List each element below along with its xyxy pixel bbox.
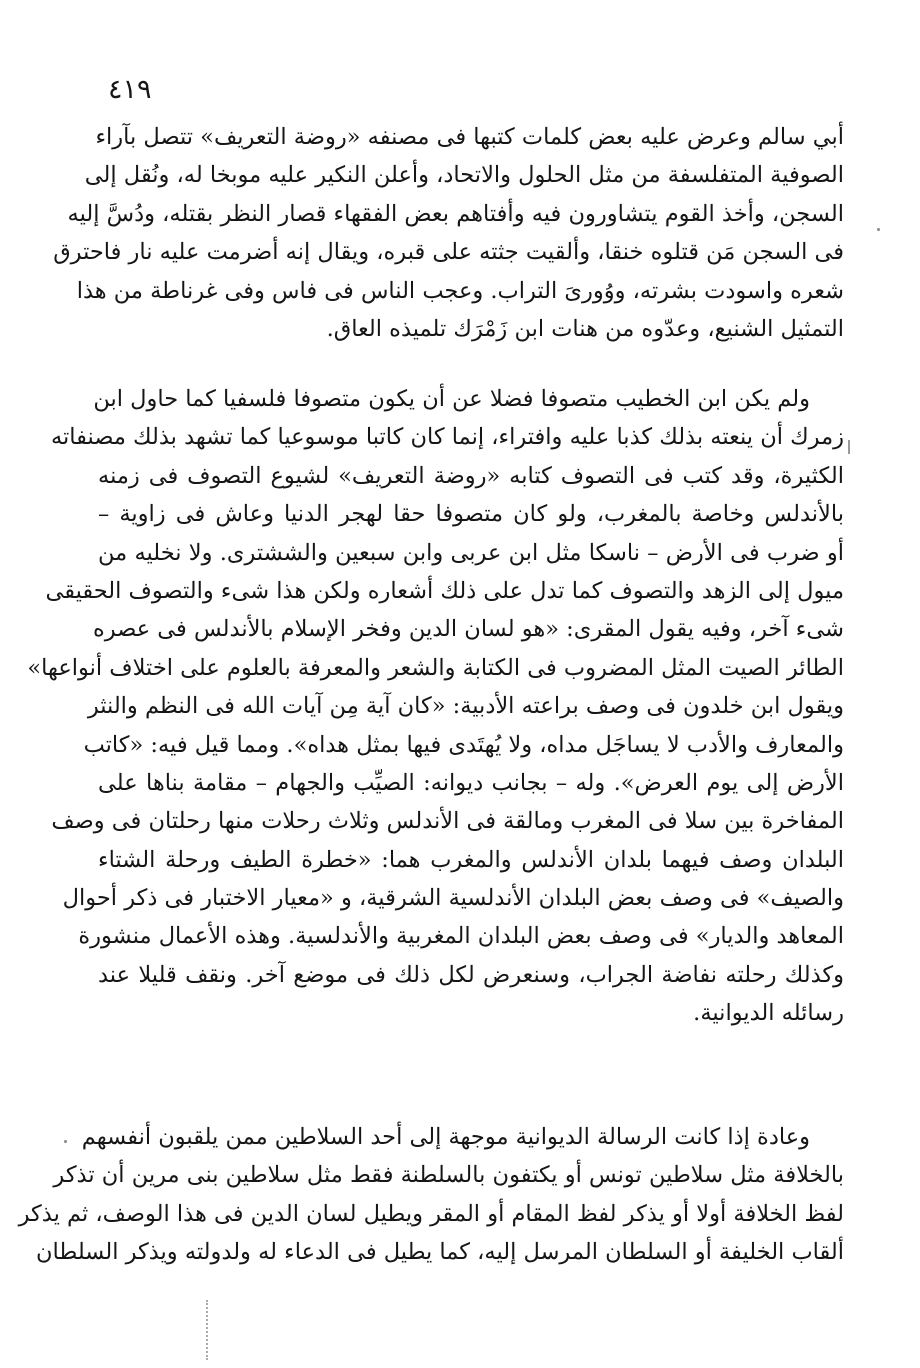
text-line: وعادة إذا كانت الرسالة الديوانية موجهة إلى أحد السلاطين ممن يلقبون أنفسهم xyxy=(81,1124,810,1150)
text-line: أو ضرب فى الأرض – ناسكا مثل ابن عربى وابن سبعين والششترى. ولا نخليه من xyxy=(98,539,844,566)
text-line: ولم يكن ابن الخطيب متصوفا فضلا عن أن يكون متصوفا فلسفيا كما حاول ابن xyxy=(93,386,810,412)
text-line: أبي سالم وعرض عليه بعض كلمات كتبها فى مصنفه «روضة التعريف» تتصل بآراء xyxy=(95,124,844,150)
text-line: المعاهد والديار» فى وصف بعض البلدان المغربية والأندلسية. وهذه الأعمال منشورة xyxy=(78,923,844,950)
text-line: شىء آخر، وفيه يقول المقرى: «هو لسان الدين وفخر الإسلام بالأندلس فى عصره xyxy=(93,616,844,643)
scan-dotted-mark xyxy=(206,1300,210,1360)
text-line: البلدان وصف فيهما بلدان الأندلس والمغرب هما: «خطرة الطيف ورحلة الشتاء xyxy=(98,846,844,873)
text-line: وكذلك رحلته نفاضة الجراب، وسنعرض لكل ذلك فى موضع آخر. ونقف قليلا عند xyxy=(98,961,844,988)
paragraph-2 xyxy=(27,380,844,1033)
page-number: ٤١٩ xyxy=(108,74,152,105)
scan-speck xyxy=(877,228,880,231)
margin-mark xyxy=(848,440,850,454)
text-line: والصيف» فى وصف بعض البلدان الأندلسية الشرقية، و «معيار الاختبار فى ذكر أحوال xyxy=(62,885,844,912)
paragraph-3 xyxy=(18,1118,844,1272)
text-line: شعره واسودت بشرته، ووُورىَ التراب. وعجب الناس فى فاس وفى غرناطة من هذا xyxy=(76,277,844,304)
scan-speck xyxy=(64,1140,67,1143)
text-line: ميول إلى الزهد والتصوف كما تدل على ذلك أشعاره ولكن هذا شىء والتصوف الحقيقى xyxy=(45,577,844,604)
paragraph-1 xyxy=(53,118,844,348)
text-line: زمرك أن ينعته بذلك كذبا عليه وافتراء، إنما كان كاتبا موسوعيا كما تشهد بذلك مصنفاته xyxy=(50,424,844,451)
text-line: السجن، وأخذ القوم يتشاورون فيه وأفتاهم بعض الفقهاء قصار النظر بقتله، ودُسَّ إليه xyxy=(67,200,844,227)
text-line: لفظ الخلافة أولا أو يذكر لفظ المقام أو المقر ويطيل لسان الدين فى هذا الوصف، ثم يذكر xyxy=(18,1200,844,1227)
text-line: الأرض إلى يوم العرض». وله – بجانب ديوانه: الصيِّب والجهام – مقامة بناها على xyxy=(98,769,844,796)
text-line: الصوفية المتفلسفة من مثل الحلول والاتحاد، وأعلن النكير عليه موبخا له، ونُقل إلى xyxy=(84,162,844,189)
text-line: والمعارف والأدب لا يساجَل مداه، ولا يُهتَدى فيها بمثل هداه». ومما قيل فيه: «كاتب xyxy=(83,731,844,758)
text-line: الكثيرة، وقد كتب فى التصوف كتابه «روضة التعريف» لشيوع التصوف فى زمنه xyxy=(98,462,844,489)
text-line: رسائله الديوانية. xyxy=(693,1000,844,1027)
text-line: التمثيل الشنيع، وعدّوه من هنات ابن زَمْرَك تلميذه العاق. xyxy=(326,315,844,342)
text-line: فى السجن مَن قتلوه خنقا، وألقيت جثته على قبره، ويقال إنه أضرمت عليه نار فاحترق xyxy=(53,239,844,266)
text-line: ألقاب الخليفة أو السلطان المرسل إليه، كما يطيل فى الدعاء له ولدولته ويذكر السلطان xyxy=(35,1239,844,1266)
text-line: ويقول ابن خلدون فى وصف براعته الأدبية: «كان آية مِن آيات الله فى النظم والنثر xyxy=(87,693,844,720)
text-line: بالخلافة مثل سلاطين تونس أو يكتفون بالسلطنة فقط مثل سلاطين بنى مرين أن تذكر xyxy=(53,1162,844,1189)
text-line: بالأندلس وخاصة بالمغرب، ولو كان متصوفا حقا لهجر الدنيا وعاش فى زاوية – xyxy=(98,501,844,528)
text-line: المفاخرة بين سلا فى المغرب ومالقة فى الأندلس وثلاث رحلات منها رحلتان فى وصف xyxy=(51,808,844,835)
text-line: الطائر الصيت المثل المضروب فى الكتابة والشعر والمعرفة بالعلوم على اختلاف أنواعها» xyxy=(27,654,844,681)
